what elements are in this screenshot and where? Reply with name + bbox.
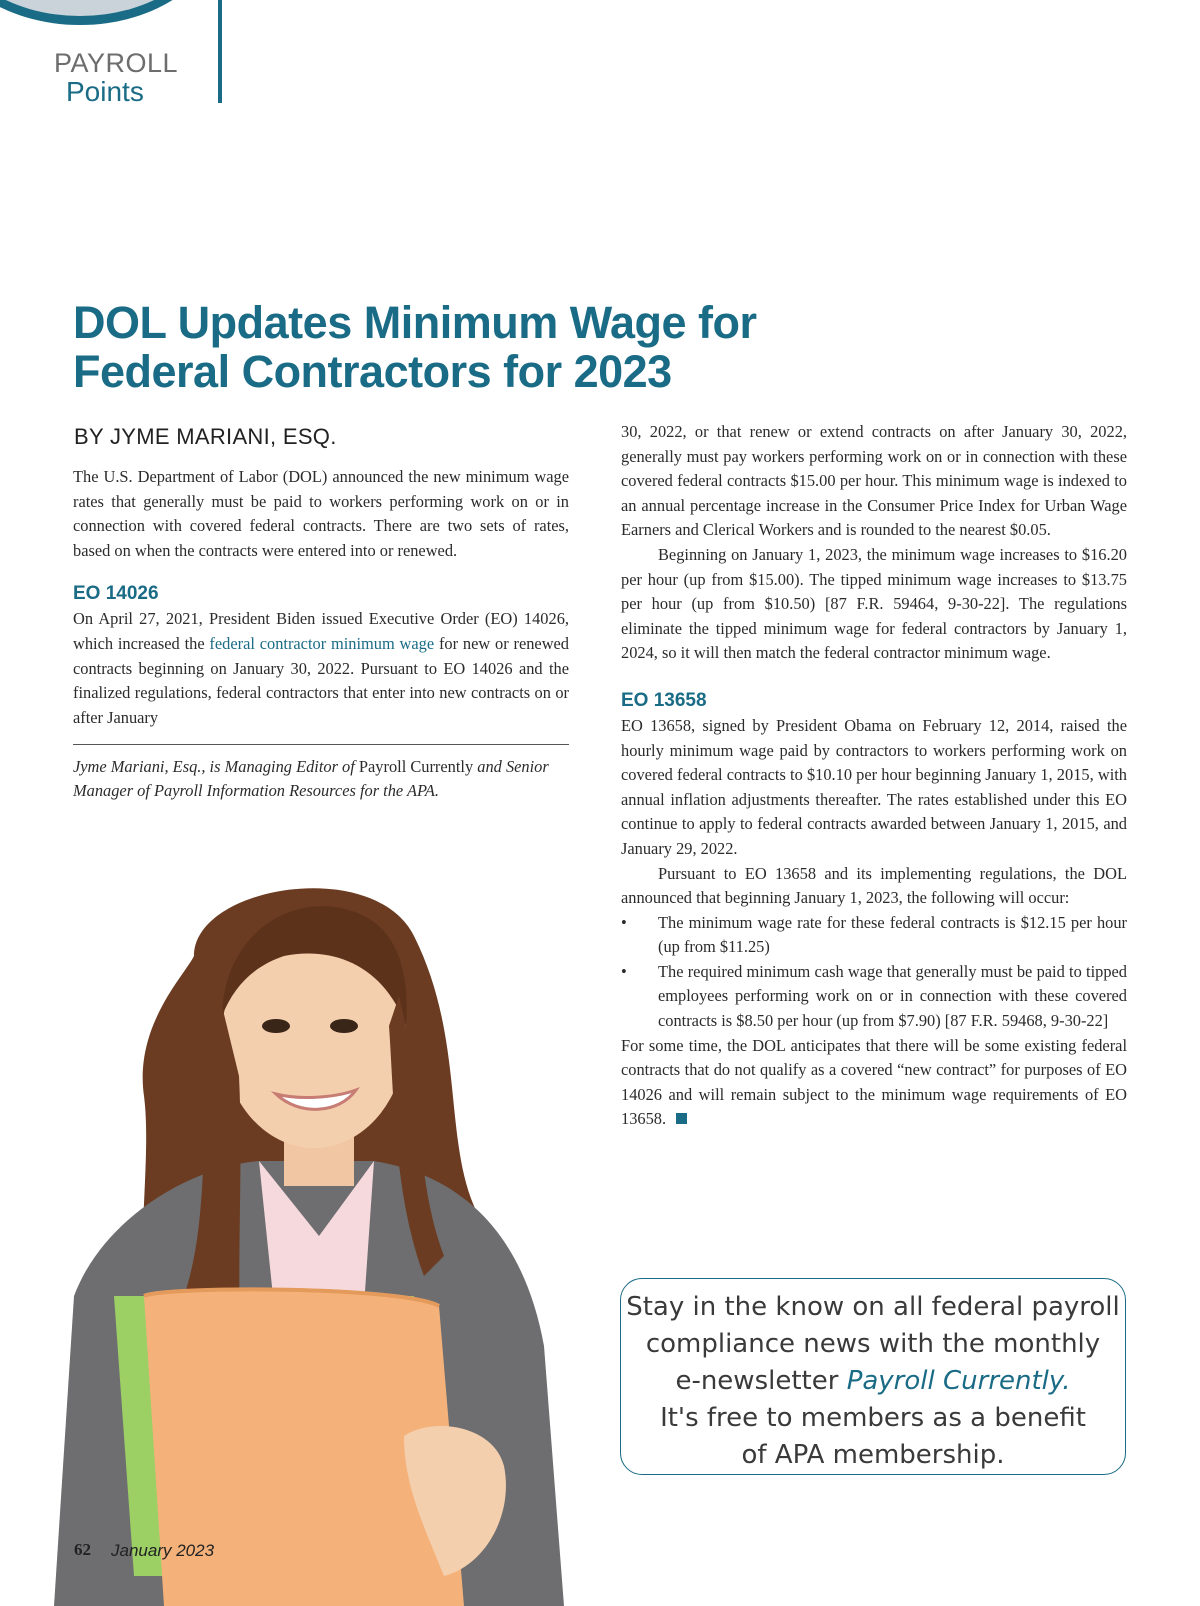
eo-14026-paragraph bbox=[73, 607, 569, 730]
eo-14026-rates-paragraph: Beginning on January 1, 2023, the minimum wage increases to $16.20 per hour (up from $15.00). The tipped minimum wage increases to $13.75 per hour (up from $10.50) [87 F.R. 59464, 9-30-22]. The regulations eliminate the tipped minimum wage for federal contractors by January 1, 2024, so it will then match the federal contractor minimum wage. bbox=[621, 544, 1127, 663]
bio-text-b: and Senior Manager of Payroll Information Resources for the APA. bbox=[73, 757, 549, 801]
bio-publication: Payroll Currently bbox=[358, 757, 474, 777]
newsletter-promo-box bbox=[620, 1278, 1126, 1475]
bullet-item bbox=[621, 960, 1127, 1034]
closing-paragraph bbox=[621, 1034, 1127, 1132]
right-column bbox=[621, 420, 1127, 1132]
brand-payroll: PAYROLL bbox=[54, 48, 179, 78]
promo-publication-name: Payroll Currently. bbox=[846, 1366, 1071, 1396]
brand-arc-graphic bbox=[0, 0, 220, 25]
brand-divider bbox=[218, 0, 222, 103]
article-title bbox=[73, 298, 833, 396]
bio-text-a: Jyme Mariani, Esq., is Managing Editor of bbox=[73, 757, 359, 777]
eo-14026-text-a: On April 27, 2021, President Biden issued Executive Order (EO) 14026, which increased the bbox=[73, 609, 569, 653]
page-number: 62 bbox=[74, 1540, 91, 1559]
promo-line-3 bbox=[621, 1363, 1125, 1400]
eo-14026-text-b: for new or renewed contracts beginning on January 30, 2022. Pursuant to EO 14026 and the finalized regulations, federal contractors that enter into new contracts on or after January bbox=[73, 633, 569, 727]
eo-13658-implementation-paragraph: Pursuant to EO 13658 and its implementing regulations, the DOL announced that beginning January 1, 2023, the following will occur: bbox=[621, 863, 1127, 908]
section-heading-eo-13658: EO 13658 bbox=[621, 689, 707, 711]
section-heading-eo-14026: EO 14026 bbox=[73, 583, 159, 605]
promo-line-3-text: e-newsletter bbox=[675, 1366, 847, 1396]
promo-line-2: compliance news with the monthly bbox=[645, 1329, 1101, 1359]
issue-date: January 2023 bbox=[111, 1541, 215, 1560]
federal-contractor-minimum-wage-link[interactable]: federal contractor minimum wage bbox=[209, 633, 435, 653]
brand-points: Points bbox=[66, 76, 144, 107]
eo-13658-paragraph: EO 13658, signed by President Obama on February 12, 2014, raised the hourly minimum wage paid by contractors to workers performing work on covered federal contracts to $10.10 per hour beginning January 1, 2015, with annual inflation adjustments thereafter. The rates established under this EO continue to apply to federal contracts awarded between January 1, 2015, and January 29, 2022. bbox=[621, 715, 1127, 858]
promo-line-4: It's free to members as a benefit bbox=[660, 1403, 1086, 1433]
bullet-symbol: • bbox=[621, 912, 627, 932]
promo-line-1: Stay in the know on all federal payroll bbox=[626, 1292, 1120, 1322]
woman-with-folders-photo bbox=[44, 876, 584, 1606]
title-line-1: DOL Updates Minimum Wage for bbox=[73, 297, 757, 348]
left-column bbox=[73, 465, 569, 803]
bullet-item bbox=[621, 911, 1127, 960]
title-line-2: Federal Contractors for 2023 bbox=[73, 346, 672, 397]
intro-paragraph: The U.S. Department of Labor (DOL) announced the new minimum wage rates that generally must be paid to workers performing work on or in connection with covered federal contracts. There are two sets of rates, based on when the contracts were entered into or renewed. bbox=[73, 467, 569, 560]
promo-line-5: of APA membership. bbox=[741, 1440, 1005, 1470]
eo-14026-continued: 30, 2022, or that renew or extend contracts on after January 30, 2022, generally must pay workers performing work on or in connection with these covered federal contracts $15.00 per hour. This minimum wage is indexed to an annual percentage increase in the Consumer Price Index for Urban Wage Earners and Clerical Workers and is rounded to the nearest $0.05. bbox=[621, 422, 1127, 540]
bio-divider bbox=[73, 744, 569, 745]
bullet-text: The minimum wage rate for these federal contracts is $12.15 per hour (up from $11.25) bbox=[658, 912, 1127, 957]
closing-text: For some time, the DOL anticipates that there will be some existing federal contracts that do not qualify as a covered “new contract” for purposes of EO 14026 and will remain subject to the minimum wage requirements of EO 13658. bbox=[621, 1035, 1127, 1129]
bullet-symbol: • bbox=[621, 961, 627, 981]
byline: BY JYME MARIANI, ESQ. bbox=[74, 424, 337, 449]
end-of-article-mark bbox=[676, 1113, 687, 1124]
bullet-text: The required minimum cash wage that generally must be paid to tipped employees performing work on or in connection with these covered contracts is $8.50 per hour (up from $7.90) [87 F.R. 59468, 9-30-22] bbox=[658, 961, 1127, 1031]
author-bio bbox=[73, 755, 569, 803]
